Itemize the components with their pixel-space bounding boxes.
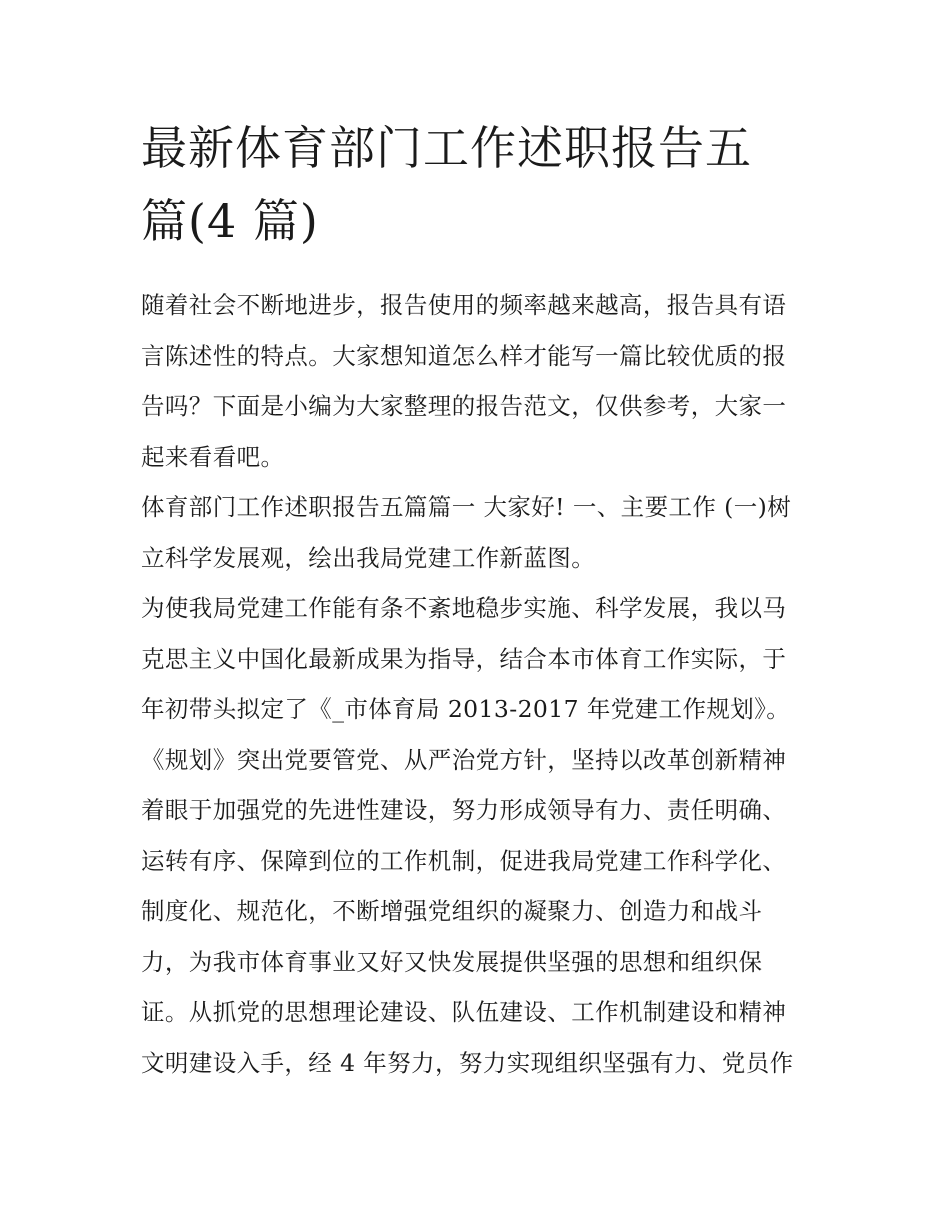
text-line: 制度化、规范化，不断增强党组织的凝聚力、创造力和战斗 <box>141 897 763 925</box>
text-line: 克思主义中国化最新成果为指导，结合本市体育工作实际，于 <box>141 644 787 673</box>
text-line: 力，为我市体育事业又好又快发展提供坚强的思想和组织保 <box>141 947 763 976</box>
document-body <box>141 280 813 1088</box>
text-line: 着眼于加强党的先进性建设，努力形成领导有力、责任明确、 <box>141 796 787 824</box>
text-line: 告吗？下面是小编为大家整理的报告范文，仅供参考，大家一 <box>141 392 787 420</box>
title-line: 篇(4 篇) <box>141 194 319 248</box>
text-line: 年初带头拟定了《_市体育局 2013-2017 年党建工作规划》。 <box>141 695 791 723</box>
title-line: 最新体育部门工作述职报告五 <box>141 121 752 175</box>
paragraph-section-heading <box>141 482 813 583</box>
text-line: 证。从抓党的思想理论建设、队伍建设、工作机制建设和精神 <box>141 998 787 1026</box>
text-line: 体育部门工作述职报告五篇篇一 大家好! 一、主要工作 (一)树 <box>141 493 792 521</box>
document-page <box>141 112 813 1088</box>
text-line: 运转有序、保障到位的工作机制，促进我局党建工作科学化、 <box>141 846 787 875</box>
text-line: 文明建设入手，经 4 年努力，努力实现组织坚强有力、党员作 <box>141 1048 794 1077</box>
text-line: 言陈述性的特点。大家想知道怎么样才能写一篇比较优质的报 <box>141 341 787 370</box>
document-title <box>141 112 813 258</box>
text-line: 立科学发展观，绘出我局党建工作新蓝图。 <box>141 543 596 572</box>
paragraph-body <box>141 583 813 1088</box>
text-line: 起来看看吧。 <box>141 442 285 471</box>
text-line: 为使我局党建工作能有条不紊地稳步实施、科学发展，我以马 <box>141 594 787 622</box>
text-line: 《规划》突出党要管党、从严治党方针，坚持以改革创新精神 <box>141 745 787 774</box>
text-line: 随着社会不断地进步，报告使用的频率越来越高，报告具有语 <box>141 291 787 319</box>
paragraph-intro <box>141 280 813 482</box>
